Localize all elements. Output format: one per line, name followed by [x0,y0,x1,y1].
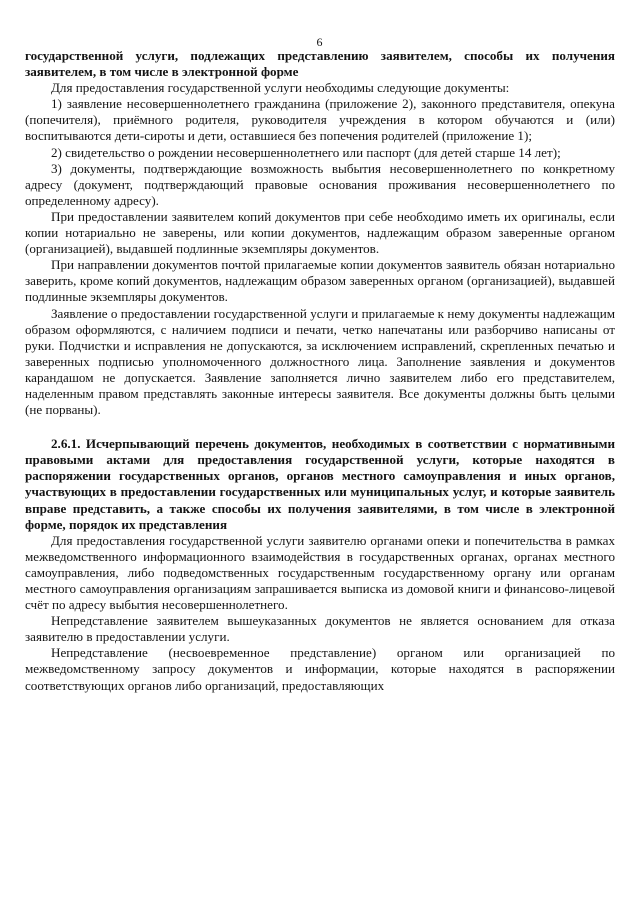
list-item: 2) свидетельство о рождении несовершеннолетнего или паспорт (для детей старше 14 лет); [51,144,561,160]
body-paragraph: Непредставление заявителем вышеуказанных документов не является основанием для отказа заявителю в предоставлении услуги. [25,613,615,645]
body-paragraph: Непредставление (несвоевременное представление) органом или организацией по межведомственному запросу документов и информации, которые находятся в распоряжении соответствующих органов либо организаций, предоставляющих [25,645,615,693]
body-paragraph: Заявление о предоставлении государственной услуги и прилагаемые к нему документы надлежащим образом оформляются, с наличием подписи и печати, четко напечатаны или разборчиво написаны от руки. Подчистки и исправления не допускаются, за исключением исправлений, скрепленных печатью и заверенных подписью уполномоченного должностного лица. Заполнение заявления и документов карандашом не допускается. Заявление заполняется лично заявителем либо его представителем, наделенным правом представлять законные интересы заявителя. Все документы должны быть целыми (не порваны). [25,305,615,418]
body-paragraph: Для предоставления государственной услуги заявителю органами опеки и попечительства в рамках межведомственного информационного взаимодействия в государственных органах, органах местного самоуправления, либо подведомственных государственным государственному органу или органам местного самоуправления организациям запрашивается выписка из домовой книги и финансово-лицевой счёт по адресу выбытия несовершеннолетнего. [25,532,615,613]
intro-paragraph: Для предоставления государственной услуги необходимы следующие документы: [51,80,510,96]
body-paragraph: При направлении документов почтой прилагаемые копии документов заявитель обязан нотариально заверить, кроме копий документов, надлежащим образом заверенных органом (организацией), выдавшей подлинные экземпляры документов. [25,257,615,305]
document-body [25,48,615,694]
top-heading: государственной услуги, подлежащих представлению заявителем, способы их получения заявителем, в том числе в электронной форме [25,48,615,80]
section-heading: 2.6.1. Исчерпывающий перечень документов, необходимых в соответствии с нормативными правовыми актами для предоставления государственной услуги, которые находятся в распоряжении государственных органов, органов местного самоуправления и иных органов, участвующих в предоставлении государственных или муниципальных услуг, и которые заявитель вправе представить, а также способы их получения заявителями, в том числе в электронной форме, порядок их представления [25,436,615,532]
list-item: 3) документы, подтверждающие возможность выбытия несовершеннолетнего по конкретному адресу (документ, подтверждающий правовые основания проживания несовершеннолетнего по определенному адресу). [25,160,615,208]
list-item: 1) заявление несовершеннолетнего гражданина (приложение 2), законного представителя, опекуна (попечителя), приёмного родителя, руководителя учреждения в котором обучаются и (или) воспитываются дети-сироты и дети, оставшиеся без попечения родителей (приложение 1); [25,96,615,144]
section-spacer [25,418,615,436]
body-paragraph: При предоставлении заявителем копий документов при себе необходимо иметь их оригиналы, если копии нотариально не заверены, или копии документов, надлежащим образом заверенные органом (организацией), выдавшей подлинные экземпляры документов. [25,208,615,257]
page-number: 6 [316,35,323,49]
